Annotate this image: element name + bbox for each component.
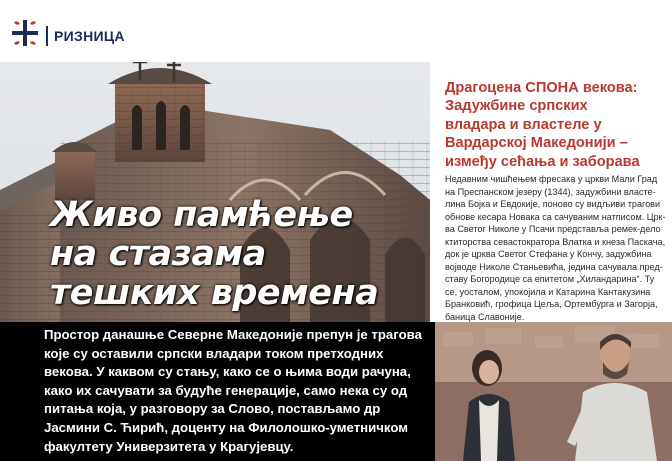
sidebar-body-line: обнове кесара Новака са сачуваним натписом. Црк-: [445, 211, 666, 222]
sidebar-body-line: Недавним чишћењем фресака у цркви Мали Град: [445, 174, 658, 184]
sidebar-body-line: ктиторства севастократора Влатка и кнеза Паскача,: [445, 236, 666, 247]
sidebar-body-line: баница Славоније.: [445, 311, 525, 322]
sidebar-headline-line: владара и властеле у: [445, 116, 602, 133]
header-bar: [0, 0, 430, 62]
headline-line: тешких времена: [50, 273, 379, 313]
sidebar-body-line: Бранковић, грофица Цеља, Ортембурга и Загорја,: [445, 299, 658, 309]
people-photo: [435, 322, 672, 461]
sidebar-column: [435, 0, 672, 330]
sidebar-body-line: на Преспанском језеру (1344), задужбини власте-: [445, 186, 656, 197]
sidebar-headline-line: Драгоцена СПОНА векова:: [445, 80, 638, 96]
serbian-cross-logo-icon: [10, 18, 40, 48]
headline-line: на стазама: [50, 234, 266, 274]
section-label: РИЗНИЦА: [54, 28, 125, 44]
sidebar-body: [445, 173, 667, 323]
lead-box: [0, 322, 435, 461]
sidebar-body-line: лина Бојка и Евдокије, поново су видљиви трагови: [445, 199, 661, 209]
sidebar-headline-line: између сећања и заборава: [445, 153, 640, 170]
article-headline: [50, 196, 430, 313]
sidebar-headline: [445, 79, 667, 171]
sidebar-body-line: се, уосталом, упокојила и Катарина Кантакузина: [445, 286, 651, 297]
sidebar-body-line: ва Светог Николе у Псачи представља ремек-дело: [445, 224, 661, 234]
header-divider: [46, 26, 48, 46]
sidebar-body-line: ставу Богородице са епитетом „Хиландарина“. Ту: [445, 274, 655, 284]
sidebar-headline-line: Вардарској Македонији –: [445, 135, 628, 152]
sidebar-headline-line: Задужбине српских: [445, 98, 588, 115]
lead-paragraph: Простор данашње Северне Македоније препун је трагова које су оставили српски владари током претходних векова. У каквом су стању, како се о њима води рачуна, како их сачувати за будуће генерације, само нека су од питања која, у разговору за Слово, постављамо др Јасмини С. Ћирић, доценту на Филолошко-уметничком факултету Универзитета у Крагујевцу.: [44, 327, 422, 454]
headline-line: Живо памћење: [50, 195, 353, 235]
sidebar-body-line: војводе Николе Станьевића, једина сачувала пред-: [445, 261, 663, 272]
sidebar-body-line: док је црква Светог Стефана у Кончу, задужбина: [445, 249, 652, 259]
